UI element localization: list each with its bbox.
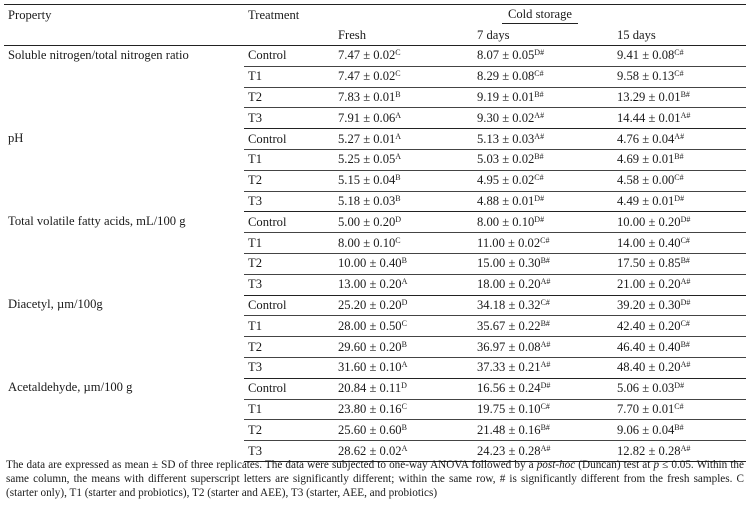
table-row xyxy=(4,378,746,399)
mean-sd-value: 7.83 ± 0.01 xyxy=(338,89,396,104)
significance-superscript: A# xyxy=(540,443,551,453)
mean-sd-value: 25.20 ± 0.20 xyxy=(338,297,402,312)
mean-sd-value: 7.91 ± 0.06 xyxy=(338,110,396,125)
day15-value-cell xyxy=(613,87,746,108)
mean-sd-value: 8.00 ± 0.10 xyxy=(338,235,396,250)
significance-superscript: D xyxy=(401,381,407,391)
significance-superscript: B# xyxy=(540,256,550,266)
mean-sd-value: 29.60 ± 0.20 xyxy=(338,339,402,354)
mean-sd-value: 13.29 ± 0.01 xyxy=(617,89,681,104)
mean-sd-value: 4.95 ± 0.02 xyxy=(477,173,535,188)
day15-value-cell xyxy=(613,149,746,170)
mean-sd-value: 37.33 ± 0.21 xyxy=(477,360,541,375)
day15-value-cell xyxy=(613,108,746,129)
significance-superscript: A# xyxy=(540,339,551,349)
treatment-cell: T1 xyxy=(244,399,334,420)
table-row xyxy=(4,129,746,150)
mean-sd-value: 9.41 ± 0.08 xyxy=(617,48,675,63)
fresh-value-cell xyxy=(334,87,473,108)
property-cell: Soluble nitrogen/total nitrogen ratio xyxy=(8,48,189,62)
significance-superscript: C xyxy=(401,401,407,411)
header-fresh: Fresh xyxy=(334,26,473,46)
significance-superscript: A# xyxy=(534,131,545,141)
fresh-value-cell xyxy=(334,295,473,316)
mean-sd-value: 9.06 ± 0.04 xyxy=(617,422,675,437)
significance-superscript: A xyxy=(395,131,402,141)
mean-sd-value: 35.67 ± 0.22 xyxy=(477,318,541,333)
significance-superscript: A xyxy=(395,110,402,120)
day15-value-cell xyxy=(613,212,746,233)
header-15-days: 15 days xyxy=(613,26,746,46)
treatment-cell: Control xyxy=(244,212,334,233)
fresh-value-cell xyxy=(334,108,473,129)
table-footnote xyxy=(6,458,744,501)
mean-sd-value: 7.47 ± 0.02 xyxy=(338,69,396,84)
day7-value-cell xyxy=(473,170,613,191)
fresh-value-cell xyxy=(334,274,473,295)
mean-sd-value: 25.60 ± 0.60 xyxy=(338,422,402,437)
significance-superscript: D# xyxy=(534,48,545,58)
significance-superscript: B xyxy=(401,256,407,266)
fresh-value-cell xyxy=(334,378,473,399)
mean-sd-value: 5.03 ± 0.02 xyxy=(477,152,535,167)
fresh-value-cell xyxy=(334,191,473,212)
mean-sd-value: 7.47 ± 0.02 xyxy=(338,48,396,63)
significance-superscript: B xyxy=(401,339,407,349)
treatment-cell: T1 xyxy=(244,149,334,170)
fresh-value-cell xyxy=(334,337,473,358)
property-cell: Total volatile fatty acids, mL/100 g xyxy=(8,213,186,228)
mean-sd-value: 31.60 ± 0.10 xyxy=(338,360,402,375)
day15-value-cell xyxy=(613,295,746,316)
significance-superscript: C xyxy=(395,69,401,79)
significance-superscript: A# xyxy=(674,131,685,141)
mean-sd-value: 10.00 ± 0.40 xyxy=(338,256,402,271)
property-cell: pH xyxy=(8,130,24,145)
significance-superscript: C xyxy=(395,235,401,245)
mean-sd-value: 9.58 ± 0.13 xyxy=(617,69,675,84)
day15-value-cell xyxy=(613,253,746,274)
mean-sd-value: 42.40 ± 0.20 xyxy=(617,318,681,333)
day7-value-cell xyxy=(473,191,613,212)
significance-superscript: B# xyxy=(534,89,544,99)
significance-superscript: B# xyxy=(680,339,690,349)
day15-value-cell xyxy=(613,129,746,150)
significance-superscript: C xyxy=(395,48,401,58)
day7-value-cell xyxy=(473,295,613,316)
mean-sd-value: 17.50 ± 0.85 xyxy=(617,256,681,271)
mean-sd-value: 18.00 ± 0.20 xyxy=(477,277,541,292)
fresh-value-cell xyxy=(334,253,473,274)
treatment-cell: T3 xyxy=(244,357,334,378)
mean-sd-value: 28.00 ± 0.50 xyxy=(338,318,402,333)
property-cell: Acetaldehyde, µm/100 g xyxy=(8,380,133,395)
day7-value-cell xyxy=(473,316,613,337)
mean-sd-value: 9.19 ± 0.01 xyxy=(477,89,535,104)
treatment-cell: Control xyxy=(244,378,334,399)
significance-superscript: C# xyxy=(540,297,550,307)
significance-superscript: D# xyxy=(540,381,551,391)
treatment-cell: T2 xyxy=(244,170,334,191)
significance-superscript: A xyxy=(401,443,408,453)
treatment-cell: Control xyxy=(244,46,334,67)
mean-sd-value: 34.18 ± 0.32 xyxy=(477,297,541,312)
significance-superscript: B xyxy=(395,173,401,183)
fresh-value-cell xyxy=(334,149,473,170)
day7-value-cell xyxy=(473,233,613,254)
significance-superscript: D# xyxy=(680,214,691,224)
significance-superscript: A# xyxy=(680,110,691,120)
day7-value-cell xyxy=(473,212,613,233)
significance-superscript: C# xyxy=(680,235,690,245)
day15-value-cell xyxy=(613,66,746,87)
mean-sd-value: 7.70 ± 0.01 xyxy=(617,401,675,416)
header-property: Property xyxy=(4,5,244,27)
day7-value-cell xyxy=(473,253,613,274)
mean-sd-value: 20.84 ± 0.11 xyxy=(338,381,402,396)
significance-superscript: D# xyxy=(674,381,685,391)
day7-value-cell xyxy=(473,274,613,295)
mean-sd-value: 21.00 ± 0.20 xyxy=(617,277,681,292)
header-blank-2 xyxy=(244,26,334,46)
day15-value-cell xyxy=(613,170,746,191)
significance-superscript: C# xyxy=(674,173,684,183)
significance-superscript: A# xyxy=(680,443,691,453)
treatment-cell: T1 xyxy=(244,66,334,87)
significance-superscript: C# xyxy=(674,48,684,58)
mean-sd-value: 4.49 ± 0.01 xyxy=(617,193,675,208)
mean-sd-value: 8.07 ± 0.05 xyxy=(477,48,535,63)
treatment-cell: T2 xyxy=(244,87,334,108)
day7-value-cell xyxy=(473,66,613,87)
significance-superscript: D# xyxy=(674,193,685,203)
treatment-cell: T2 xyxy=(244,337,334,358)
day15-value-cell xyxy=(613,337,746,358)
fresh-value-cell xyxy=(334,66,473,87)
day7-value-cell xyxy=(473,399,613,420)
mean-sd-value: 13.00 ± 0.20 xyxy=(338,277,402,292)
day15-value-cell xyxy=(613,46,746,67)
day15-value-cell xyxy=(613,233,746,254)
footnote-part-3: ≤ 0.05. Within the same column, the means with different superscript letters are significantly different; within the same row, # is significantly different from the fresh samples. C (starter only), T1 (starter and probiotics), T2 (starter and AEE), T3 (starter, AEE, and probiotics) xyxy=(6,459,744,500)
day7-value-cell xyxy=(473,129,613,150)
table-row xyxy=(4,212,746,233)
day15-value-cell xyxy=(613,274,746,295)
mean-sd-value: 24.23 ± 0.28 xyxy=(477,443,541,458)
significance-superscript: A xyxy=(395,152,402,162)
significance-superscript: C# xyxy=(680,318,690,328)
day15-value-cell xyxy=(613,420,746,441)
day7-value-cell xyxy=(473,337,613,358)
significance-superscript: C# xyxy=(534,173,544,183)
results-table xyxy=(4,4,746,462)
fresh-value-cell xyxy=(334,233,473,254)
footnote-part-1: The data are expressed as mean ± SD of three replicates. The data were subjected to one-way ANOVA followed by a xyxy=(6,459,537,471)
property-cell: Diacetyl, µm/100g xyxy=(8,297,103,312)
day7-value-cell xyxy=(473,149,613,170)
day7-value-cell xyxy=(473,87,613,108)
treatment-cell: T1 xyxy=(244,233,334,254)
mean-sd-value: 19.75 ± 0.10 xyxy=(477,401,541,416)
header-7-days: 7 days xyxy=(473,26,613,46)
significance-superscript: C# xyxy=(540,401,550,411)
significance-superscript: A# xyxy=(680,360,691,370)
fresh-value-cell xyxy=(334,129,473,150)
significance-superscript: D# xyxy=(534,193,545,203)
mean-sd-value: 9.30 ± 0.02 xyxy=(477,110,535,125)
mean-sd-value: 14.44 ± 0.01 xyxy=(617,110,681,125)
treatment-cell: T2 xyxy=(244,253,334,274)
significance-superscript: A# xyxy=(540,277,551,287)
mean-sd-value: 5.25 ± 0.05 xyxy=(338,152,396,167)
significance-superscript: B# xyxy=(534,152,544,162)
day7-value-cell xyxy=(473,420,613,441)
header-row-1 xyxy=(4,5,746,27)
mean-sd-value: 4.58 ± 0.00 xyxy=(617,173,675,188)
header-row-2 xyxy=(4,26,746,46)
day7-value-cell xyxy=(473,46,613,67)
mean-sd-value: 5.15 ± 0.04 xyxy=(338,173,396,188)
significance-superscript: D xyxy=(401,297,408,307)
mean-sd-value: 12.82 ± 0.28 xyxy=(617,443,681,458)
day7-value-cell xyxy=(473,108,613,129)
significance-superscript: D# xyxy=(680,297,691,307)
table-page xyxy=(0,4,750,508)
significance-superscript: C xyxy=(401,318,407,328)
significance-superscript: B# xyxy=(674,422,684,432)
significance-superscript: C# xyxy=(674,401,684,411)
mean-sd-value: 8.00 ± 0.10 xyxy=(477,214,535,229)
mean-sd-value: 23.80 ± 0.16 xyxy=(338,401,402,416)
mean-sd-value: 5.13 ± 0.03 xyxy=(477,131,535,146)
fresh-value-cell xyxy=(334,46,473,67)
footnote-italic-2: p xyxy=(653,459,660,471)
significance-superscript: A# xyxy=(680,277,691,287)
mean-sd-value: 8.29 ± 0.08 xyxy=(477,69,535,84)
day15-value-cell xyxy=(613,357,746,378)
significance-superscript: B# xyxy=(674,152,684,162)
significance-superscript: B# xyxy=(540,422,550,432)
significance-superscript: B xyxy=(395,193,401,203)
mean-sd-value: 4.69 ± 0.01 xyxy=(617,152,675,167)
mean-sd-value: 46.40 ± 0.40 xyxy=(617,339,681,354)
mean-sd-value: 10.00 ± 0.20 xyxy=(617,214,681,229)
treatment-cell: T3 xyxy=(244,441,334,462)
significance-superscript: B# xyxy=(540,318,550,328)
header-cold-storage-label: Cold storage xyxy=(502,7,578,24)
footnote-italic-1: post-hoc xyxy=(536,459,576,471)
day7-value-cell xyxy=(473,357,613,378)
mean-sd-value: 48.40 ± 0.20 xyxy=(617,360,681,375)
footnote-part-2: (Duncan) test at xyxy=(575,459,654,471)
mean-sd-value: 11.00 ± 0.02 xyxy=(477,235,541,250)
significance-superscript: C# xyxy=(534,69,544,79)
treatment-cell: T2 xyxy=(244,420,334,441)
table-row xyxy=(4,295,746,316)
day15-value-cell xyxy=(613,316,746,337)
mean-sd-value: 15.00 ± 0.30 xyxy=(477,256,541,271)
day15-value-cell xyxy=(613,399,746,420)
significance-superscript: A# xyxy=(540,360,551,370)
treatment-cell: T3 xyxy=(244,274,334,295)
significance-superscript: B# xyxy=(680,256,690,266)
day15-value-cell xyxy=(613,191,746,212)
mean-sd-value: 4.88 ± 0.01 xyxy=(477,193,535,208)
treatment-cell: T1 xyxy=(244,316,334,337)
significance-superscript: B xyxy=(395,89,401,99)
significance-superscript: C# xyxy=(540,235,550,245)
mean-sd-value: 5.00 ± 0.20 xyxy=(338,214,396,229)
significance-superscript: D# xyxy=(534,214,545,224)
mean-sd-value: 14.00 ± 0.40 xyxy=(617,235,681,250)
significance-superscript: B# xyxy=(680,89,690,99)
header-blank-1 xyxy=(4,26,244,46)
fresh-value-cell xyxy=(334,316,473,337)
table-row xyxy=(4,46,746,67)
header-cold-storage xyxy=(334,5,746,27)
mean-sd-value: 5.06 ± 0.03 xyxy=(617,381,675,396)
fresh-value-cell xyxy=(334,212,473,233)
fresh-value-cell xyxy=(334,170,473,191)
treatment-cell: T3 xyxy=(244,191,334,212)
significance-superscript: B xyxy=(401,422,407,432)
treatment-cell: Control xyxy=(244,129,334,150)
mean-sd-value: 16.56 ± 0.24 xyxy=(477,381,541,396)
treatment-cell: T3 xyxy=(244,108,334,129)
mean-sd-value: 39.20 ± 0.30 xyxy=(617,297,681,312)
mean-sd-value: 5.27 ± 0.01 xyxy=(338,131,396,146)
mean-sd-value: 5.18 ± 0.03 xyxy=(338,193,396,208)
mean-sd-value: 21.48 ± 0.16 xyxy=(477,422,541,437)
significance-superscript: C# xyxy=(674,69,684,79)
day7-value-cell xyxy=(473,378,613,399)
significance-superscript: A xyxy=(401,360,408,370)
fresh-value-cell xyxy=(334,357,473,378)
header-treatment: Treatment xyxy=(244,5,334,27)
fresh-value-cell xyxy=(334,420,473,441)
significance-superscript: A xyxy=(401,277,408,287)
day15-value-cell xyxy=(613,378,746,399)
significance-superscript: A# xyxy=(534,110,545,120)
mean-sd-value: 4.76 ± 0.04 xyxy=(617,131,675,146)
treatment-cell: Control xyxy=(244,295,334,316)
mean-sd-value: 36.97 ± 0.08 xyxy=(477,339,541,354)
mean-sd-value: 28.62 ± 0.02 xyxy=(338,443,402,458)
significance-superscript: D xyxy=(395,214,402,224)
fresh-value-cell xyxy=(334,399,473,420)
table-body xyxy=(4,46,746,462)
